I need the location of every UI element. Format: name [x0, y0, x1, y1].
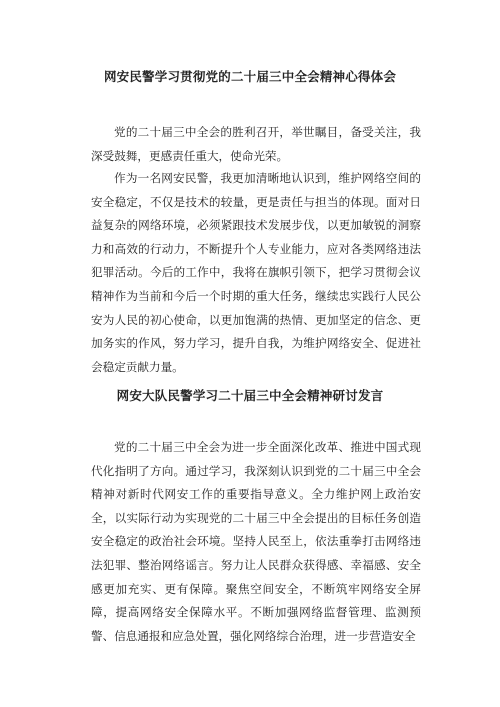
paragraph-3: 党的二十届三中全会为进一步全面深化改革、推进中国式现代化指明了方向。通过学习，我深刻认识到党的二十届三中全会精神对新时代网安工作的重要指导意义。全力维护网上政治安全，以实际行动为实现党的二十届三中全会提出的目标任务创造安全稳定的政治社会环境。坚持人民至上，依法重拳打击网络违法犯罪、整治网络谣言。努力让人民群众获得感、幸福感、安全感更加充实、更有保障。聚焦空间安全，不断筑牢网络安全屏障，提高网络安全保障水平。不断加强网络监督管理、监测预警、信息通报和应急处置，强化网络综合治理，进一步营造安全 — [91, 440, 421, 643]
section-title-1: 网安民警学习贯彻党的二十届三中全会精神心得体会 — [103, 69, 397, 84]
paragraph-1: 党的二十届三中全会的胜利召开，举世瞩目，备受关注，我深受鼓舞，更感责任重大，使命光荣。 — [91, 125, 421, 163]
paragraph-2: 作为一名网安民警，我更加清晰地认识到，维护网络空间的安全稳定，不仅是技术的较量，更是责任与担当的体现。面对日益复杂的网络环境，必须紧跟技术发展步伐，以更加敏锐的洞察力和高效的行动力，不断提升个人专业能力，应对各类网络违法犯罪活动。今后的工作中，我将在旗帜引领下，把学习贯彻会议精神作为当前和今后一个时期的重大任务，继续忠实践行人民公安为人民的初心使命，以更加饱满的热情、更加坚定的信念、更加务实的作风，努力学习，提升自我，为维护网络安全、促进社会稳定贡献力量。 — [91, 171, 421, 374]
section-title-2: 网安大队民警学习二十届三中全会精神研讨发言 — [116, 388, 384, 403]
